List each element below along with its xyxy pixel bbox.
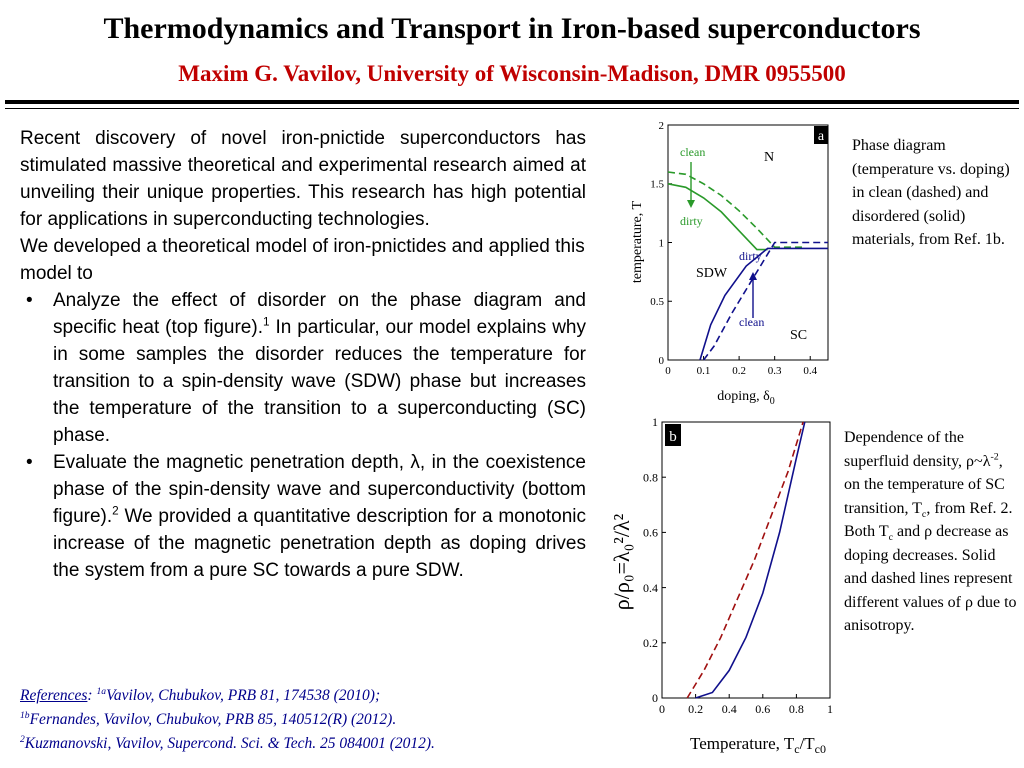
- x-tick-label: 0: [665, 365, 671, 377]
- arrow-head-icon: [687, 200, 695, 208]
- bullet-text: Evaluate the magnetic penetration depth, λ, in the coexistence phase of the spin-density wave and superconductivity (bottom figure).: [53, 452, 586, 527]
- top-figure-caption: Phase diagram (temperature vs. doping) in clean (dashed) and disordered (solid) materials, from Ref. 1b.: [852, 137, 1010, 248]
- x-tick-label: 0.4: [803, 365, 818, 377]
- ref-text: Kuzmanovski, Vavilov, Supercond. Sci. & Tech. 25 084001 (2012).: [24, 735, 435, 752]
- references-label: References: [20, 687, 88, 704]
- series-line: [696, 422, 805, 698]
- header-divider-thin: [5, 108, 1019, 109]
- caption-text: and ρ decrease as doping decreases. Solid and dashed lines represent different values of ρ due to anisotropy.: [844, 523, 1017, 634]
- ref-text: Fernandes, Vavilov, Chubukov, PRB 85, 140512(R) (2012).: [29, 711, 397, 728]
- reference-line: [20, 708, 610, 732]
- citation-sup: 1: [262, 315, 270, 329]
- x-axis-label-main: Temperature, T: [690, 734, 795, 753]
- x-tick-label: 0.8: [788, 702, 804, 716]
- bullet-item: [20, 287, 586, 449]
- y-tick-label: 1: [652, 415, 658, 430]
- region-sc: SC: [790, 328, 808, 343]
- ref-sup: 2: [20, 733, 25, 745]
- panel-label: a: [817, 129, 825, 144]
- bottom-figure-caption: [844, 426, 1019, 638]
- superfluid-density-figure: [600, 412, 844, 762]
- citation-sup: 2: [112, 504, 119, 518]
- page-subtitle: Maxim G. Vavilov, University of Wisconsin-Madison, DMR 0955500: [178, 61, 846, 86]
- annotation-clean-sdw: clean: [680, 145, 706, 159]
- caption-sub: c: [888, 532, 894, 544]
- caption-sub: c: [921, 508, 927, 520]
- y-tick-label: 1.5: [650, 178, 664, 191]
- header-divider-thick: [5, 100, 1019, 104]
- x-axis-label-sub: c0: [814, 742, 826, 756]
- region-sdw: SDW: [696, 266, 728, 281]
- annotation-clean-sc: clean: [739, 315, 765, 329]
- x-tick-label: 0.1: [696, 365, 711, 377]
- x-tick-label: 0.4: [721, 702, 737, 716]
- references: [20, 684, 610, 756]
- y-tick-label: 0.5: [650, 296, 664, 309]
- y-tick-label: 2: [658, 119, 664, 132]
- y-tick-label: 0.8: [643, 470, 658, 485]
- x-tick-label: 0.3: [767, 365, 782, 377]
- y-tick-label: 0: [652, 691, 658, 706]
- page-title: Thermodynamics and Transport in Iron-based superconductors: [103, 12, 921, 45]
- x-axis-label-sub: 0: [769, 396, 775, 407]
- phase-diagram-figure: [610, 112, 846, 410]
- ref-sup: 1b: [20, 709, 30, 721]
- y-tick-label: 0.2: [643, 636, 658, 650]
- bullet-text-rest: We provided a quantitative description for a monotonic increase of the magnetic penetration depth as doping drives the system from a pure SC towards a pure SDW.: [53, 506, 586, 581]
- x-tick-label: 0: [659, 702, 665, 716]
- reference-line: References: $^{1a}$Vavilov, Chubukov, PRB 81, 174538 (2010);: [20, 685, 381, 704]
- caption-text: , on the temperature of SC transition, T: [844, 452, 1005, 517]
- x-tick-label: 0.6: [755, 702, 771, 716]
- y-tick-label: 1: [658, 237, 664, 250]
- bullet-item: [20, 449, 586, 584]
- series-line: [668, 172, 803, 247]
- bullet-list: [20, 287, 586, 584]
- plot-frame: [662, 422, 830, 698]
- reference-line: [20, 732, 610, 756]
- ref-text: Vavilov, Chubukov, PRB 81, 174538 (2010);: [106, 687, 381, 704]
- x-tick-label: 0.2: [688, 702, 704, 716]
- series-line: [687, 422, 803, 698]
- y-tick-label: 0.4: [643, 580, 658, 595]
- x-axis-label: [717, 389, 775, 407]
- x-axis-label: [690, 734, 826, 756]
- caption-text: Dependence of the superfluid density, ρ~λ: [844, 429, 991, 470]
- main-text: [20, 125, 586, 584]
- x-tick-label: 0.2: [732, 365, 746, 377]
- x-tick-label: 1: [827, 702, 833, 716]
- y-tick-label: 0.6: [643, 525, 658, 540]
- annotation-dirty-sc: dirty: [739, 249, 762, 263]
- bullet-text: Analyze the effect of disorder on the phase diagram and specific heat (top figure).: [53, 290, 586, 338]
- x-axis-label-sub: c: [794, 742, 800, 756]
- y-tick-label: 0: [658, 354, 664, 367]
- x-axis-label-mid: /T: [799, 734, 815, 753]
- y-axis-label: ρ/ρ₀=λ₀²/λ²: [609, 513, 634, 611]
- panel-label: b: [669, 429, 677, 445]
- x-axis-label-main: doping, δ: [717, 389, 770, 404]
- paragraph-intro: Recent discovery of novel iron-pnictide superconductors has stimulated massive theoretical and experimental research aimed at unveiling their unique properties. This research has high potential for applications in superconducting technologies.: [20, 128, 586, 230]
- ref-sup: 1a: [96, 685, 107, 697]
- caption-sup: -2: [990, 451, 999, 463]
- y-axis-label: temperature, T: [630, 200, 645, 284]
- bullet-text-rest: In particular, our model explains why in some samples the disorder reduces the temperature for transition to a spin-density wave (SDW) phase but increases the temperature of the transition to a superconducting (SC) phase.: [53, 317, 586, 446]
- caption-text: , from Ref. 2. Both T: [844, 499, 1013, 540]
- paragraph-model: We developed a theoretical model of iron-pnictides and applied this model to: [20, 236, 585, 284]
- annotation-dirty-sdw: dirty: [680, 214, 703, 228]
- region-normal: N: [764, 150, 775, 165]
